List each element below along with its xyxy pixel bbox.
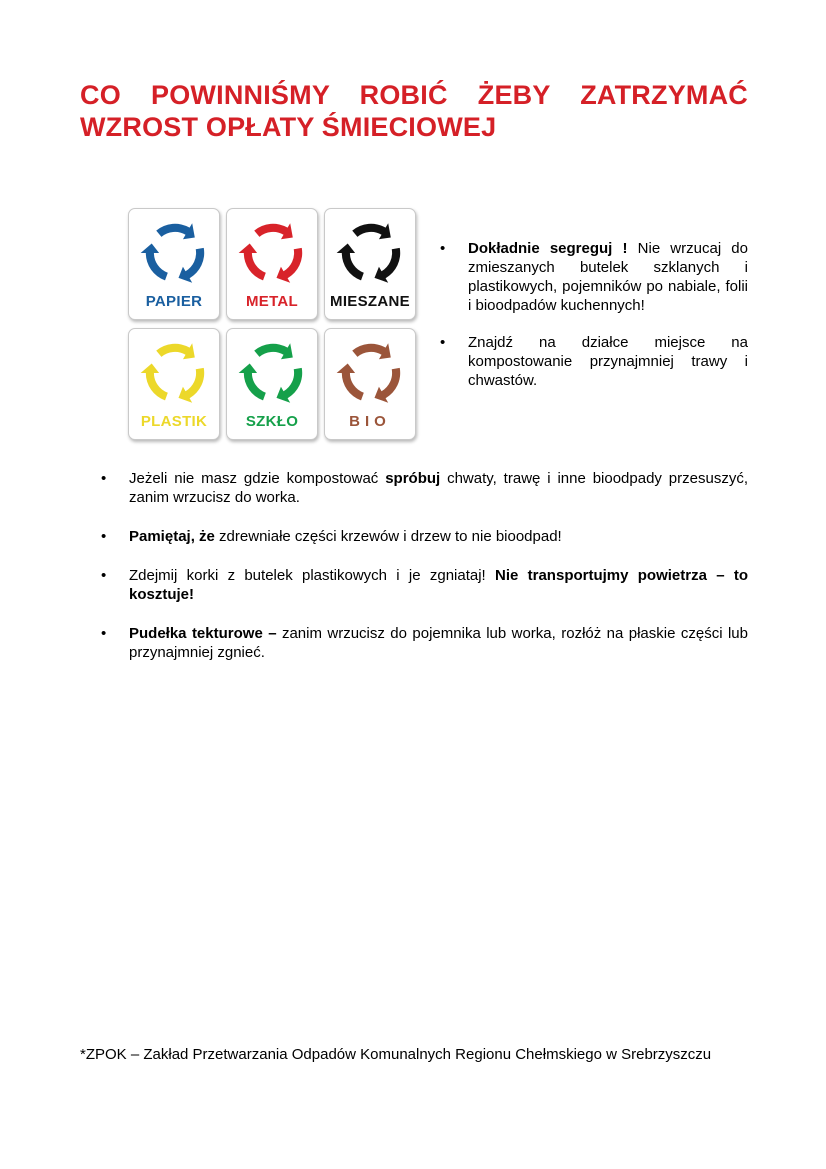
title-line-2: WZROST OPŁATY ŚMIECIOWEJ bbox=[80, 112, 497, 142]
bin-tile-papier bbox=[128, 208, 220, 320]
recycle-arrow bbox=[374, 368, 400, 403]
list-item-text: chwaty, trawę i inne bioodpady przesuszyć, zanim wrzucisz do worka. bbox=[129, 470, 748, 506]
recycle-icon bbox=[138, 336, 212, 404]
recycle-icon bbox=[334, 336, 408, 404]
list-item-bold: Pudełka tekturowe – bbox=[129, 625, 277, 642]
list-item-bold: spróbuj bbox=[385, 470, 441, 487]
page-title bbox=[80, 79, 748, 143]
bin-label-papier: PAPIER bbox=[145, 293, 203, 310]
list-item-text: Jeżeli nie masz gdzie kompostować bbox=[129, 470, 386, 487]
recycle-arrow bbox=[254, 343, 293, 359]
bin-label-mieszane: MIESZANE bbox=[330, 293, 410, 310]
recycle-arrow bbox=[352, 343, 391, 359]
recycle-icon bbox=[138, 216, 212, 284]
recycle-arrow bbox=[337, 364, 364, 401]
recycle-icon bbox=[236, 216, 310, 284]
recycle-arrow bbox=[276, 248, 302, 283]
side-bullet-list bbox=[440, 239, 748, 408]
bullet-dot: • bbox=[101, 567, 107, 584]
bullet-dot: • bbox=[101, 625, 107, 642]
list-item-text: Znajdź na działce miejsce na kompostowanie przynajmniej trawy i chwastów. bbox=[468, 334, 748, 389]
waste-bin-icon-grid bbox=[128, 208, 418, 442]
list-item bbox=[440, 333, 748, 390]
recycle-arrow bbox=[239, 364, 266, 401]
list-item bbox=[440, 239, 748, 315]
recycle-arrow bbox=[352, 223, 391, 239]
recycle-icon bbox=[236, 336, 310, 404]
recycle-arrow bbox=[178, 248, 204, 283]
recycle-arrow bbox=[141, 244, 168, 281]
list-item bbox=[101, 624, 748, 662]
bin-label-plastik: PLASTIK bbox=[140, 413, 208, 430]
bin-tile-szklo bbox=[226, 328, 318, 440]
list-item bbox=[101, 469, 748, 507]
list-item-text: Zdejmij korki z butelek plastikowych i je zgniataj! bbox=[129, 567, 496, 584]
recycle-arrow bbox=[156, 223, 195, 239]
bin-label-metal: METAL bbox=[245, 293, 299, 310]
bin-tile-metal bbox=[226, 208, 318, 320]
list-item bbox=[101, 566, 748, 604]
list-item-text: zdrewniałe części krzewów i drzew to nie bioodpad! bbox=[214, 528, 562, 545]
bin-tile-mieszane bbox=[324, 208, 416, 320]
bin-label-bio: BIO bbox=[349, 413, 391, 430]
list-item-text: Nie wrzucaj do zmieszanych butelek szklanych i plastikowych, pojemników po nabiale, folii i bioodpadów kuchennych! bbox=[468, 240, 748, 314]
recycle-arrow bbox=[276, 368, 302, 403]
main-bullet-list bbox=[101, 469, 748, 682]
recycle-arrow bbox=[141, 364, 168, 401]
list-item-bold: Nie transportujmy powietrza – to kosztuje! bbox=[129, 567, 748, 603]
bin-tile-bio bbox=[324, 328, 416, 440]
list-item-text: zanim wrzucisz do pojemnika lub worka, rozłóż na płaskie części lub przynajmniej zgnieć. bbox=[129, 625, 748, 661]
list-item-bold: Pamiętaj, że bbox=[129, 528, 215, 545]
recycle-arrow bbox=[374, 248, 400, 283]
bin-label-szklo: SZKŁO bbox=[245, 413, 299, 430]
bullet-dot: • bbox=[101, 528, 107, 545]
footnote: *ZPOK – Zakład Przetwarzania Odpadów Komunalnych Regionu Chełmskiego w Srebrzyszczu bbox=[80, 1046, 712, 1063]
recycle-arrow bbox=[156, 343, 195, 359]
list-item bbox=[101, 527, 748, 546]
recycle-arrow bbox=[254, 223, 293, 239]
recycle-arrow bbox=[178, 368, 204, 403]
recycle-arrow bbox=[337, 244, 364, 281]
bullet-dot: • bbox=[440, 334, 446, 351]
bullet-dot: • bbox=[440, 240, 446, 257]
bin-tile-plastik bbox=[128, 328, 220, 440]
list-item-bold: Dokładnie segreguj ! bbox=[468, 240, 628, 257]
recycle-icon bbox=[334, 216, 408, 284]
bullet-dot: • bbox=[101, 470, 107, 487]
title-line-1: CO POWINNIŚMY ROBIĆ ŻEBY ZATRZYMAĆ bbox=[80, 80, 748, 110]
recycle-arrow bbox=[239, 244, 266, 281]
